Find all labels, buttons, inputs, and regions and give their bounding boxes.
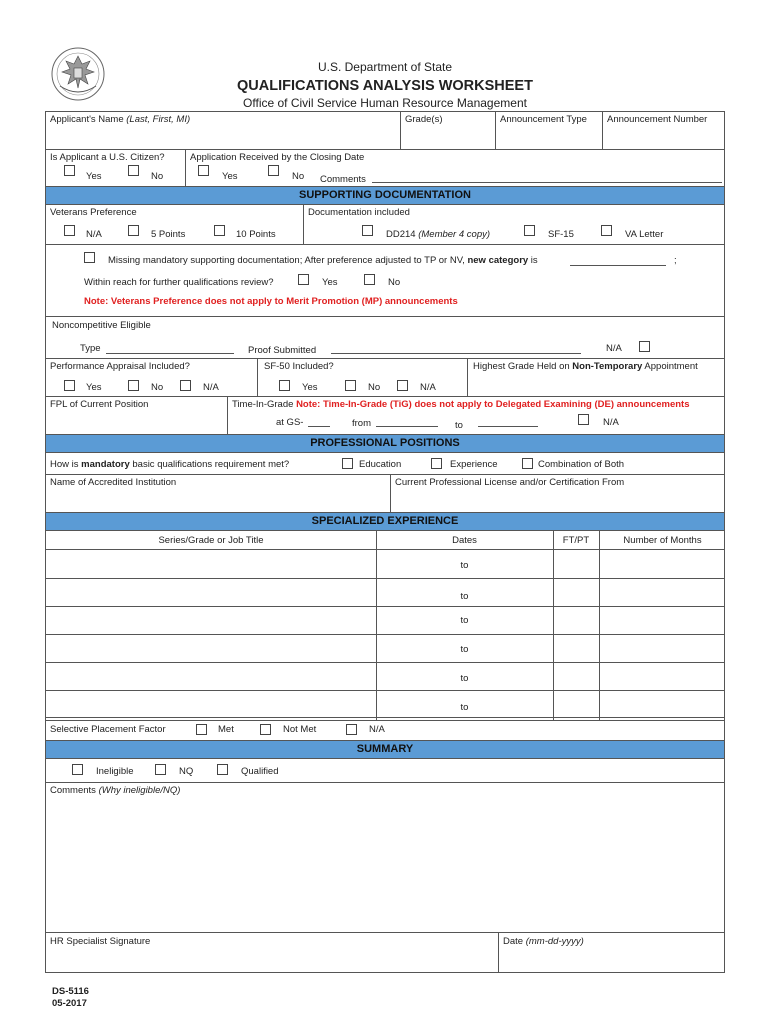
noncomp-na-checkbox[interactable] [639, 341, 650, 352]
tig-na-checkbox[interactable] [578, 414, 589, 425]
from-label: from [352, 418, 371, 429]
signature-label: HR Specialist Signature [50, 936, 151, 947]
veterans-row [45, 204, 725, 244]
sf50-yes-label: Yes [302, 382, 318, 393]
missing-doc-bold: new category [467, 255, 529, 266]
veterans-na-checkbox[interactable] [64, 225, 75, 236]
how-bold: mandatory [81, 459, 130, 470]
sf15-label: SF-15 [548, 229, 574, 240]
col-series-header: Series/Grade or Job Title [158, 535, 264, 546]
citizen-no-checkbox[interactable] [128, 165, 139, 176]
nq-checkbox[interactable] [155, 764, 166, 775]
license-field[interactable] [391, 475, 726, 512]
combination-checkbox[interactable] [522, 458, 533, 469]
va-letter-label: VA Letter [625, 229, 664, 240]
noncompetitive-row [45, 316, 725, 358]
nq-label: NQ [179, 766, 194, 777]
sf50-no-label: No [368, 382, 381, 393]
supporting-documentation-header: SUPPORTING DOCUMENTATION [45, 186, 725, 204]
announcement-type-field[interactable] [496, 112, 603, 149]
type-label: Type [80, 343, 101, 354]
institution-label: Name of Accredited Institution [50, 477, 177, 488]
ten-points-label: 10 Points [236, 229, 276, 240]
citizen-yes-label: Yes [86, 171, 102, 182]
experience-label: Experience [450, 459, 498, 470]
form-date: 05-2017 [52, 998, 87, 1009]
announcement-number-field[interactable] [603, 112, 726, 149]
summary-comments-hint: (Why ineligible/NQ) [98, 785, 181, 796]
applicant-name-hint: (Last, First, MI) [126, 114, 191, 125]
received-cell [186, 150, 726, 186]
qualified-checkbox[interactable] [217, 764, 228, 775]
highest-grade-text-b: Appointment [642, 361, 698, 372]
summary-header: SUMMARY [45, 740, 725, 758]
ten-points-checkbox[interactable] [214, 225, 225, 236]
ineligible-label: Ineligible [96, 766, 134, 777]
table-row-to: to [460, 644, 469, 655]
citizen-row [45, 149, 725, 186]
education-checkbox[interactable] [342, 458, 353, 469]
spf-na-label: N/A [369, 724, 385, 735]
perf-cell [46, 359, 258, 396]
form-title: QUALIFICATIONS ANALYSIS WORKSHEET [237, 78, 533, 94]
date-field[interactable] [499, 933, 726, 972]
col-dates-header: Dates [452, 535, 477, 546]
comments-line[interactable] [372, 182, 722, 183]
highest-grade-text-a: Highest Grade Held on [473, 361, 573, 372]
received-yes-label: Yes [222, 171, 238, 182]
veterans-cell [46, 205, 304, 244]
announcement-number-label: Announcement Number [607, 114, 708, 125]
documentation-label: Documentation included [308, 207, 410, 218]
tig-row [45, 396, 725, 434]
row-line-3 [46, 606, 724, 607]
proof-line[interactable] [331, 353, 581, 354]
col-ftpt-header: FT/PT [562, 535, 590, 546]
institution-field[interactable] [46, 475, 391, 512]
row-line-4 [46, 634, 724, 635]
perf-label: Performance Appraisal Included? [50, 361, 190, 372]
institution-row [45, 474, 725, 512]
announcement-type-label: Announcement Type [500, 114, 587, 125]
at-gs-line[interactable] [308, 426, 330, 427]
to-line[interactable] [478, 426, 538, 427]
comments-label: Comments [320, 174, 366, 185]
dd214-hint: (Member 4 copy) [418, 229, 491, 240]
education-label: Education [359, 459, 402, 470]
spf-row [45, 720, 725, 740]
how-text-a: How is [50, 459, 82, 470]
spf-label: Selective Placement Factor [50, 724, 166, 735]
va-letter-checkbox[interactable] [601, 225, 612, 236]
sf50-yes-checkbox[interactable] [279, 380, 290, 391]
new-category-line[interactable] [570, 265, 666, 266]
table-row-to: to [460, 591, 469, 602]
reach-no-checkbox[interactable] [364, 274, 375, 285]
specialized-experience-header: SPECIALIZED EXPERIENCE [45, 512, 725, 530]
signature-field[interactable] [46, 933, 499, 972]
grades-label: Grade(s) [405, 114, 443, 125]
form-number: DS-5116 [52, 986, 89, 997]
tig-note: Note: Time-In-Grade (TiG) does not apply to Delegated Examining (DE) announcements [296, 399, 690, 410]
tig-cell [228, 397, 726, 434]
col-months-header: Number of Months [623, 535, 702, 546]
sf50-na-label: N/A [420, 382, 436, 393]
reach-no-label: No [388, 277, 401, 288]
dd214-checkbox[interactable] [362, 225, 373, 236]
grades-field[interactable] [401, 112, 496, 149]
veterans-na-label: N/A [86, 229, 102, 240]
row-line-1 [46, 549, 724, 550]
perf-no-checkbox[interactable] [128, 380, 139, 391]
col-divider-ftpt [553, 531, 554, 720]
signature-row [45, 932, 725, 973]
veterans-label: Veterans Preference [50, 207, 137, 218]
appraisal-row [45, 358, 725, 396]
ineligible-checkbox[interactable] [72, 764, 83, 775]
received-yes-checkbox[interactable] [198, 165, 209, 176]
sf15-checkbox[interactable] [524, 225, 535, 236]
five-points-label: 5 Points [151, 229, 186, 240]
sf50-no-checkbox[interactable] [345, 380, 356, 391]
spf-na-checkbox[interactable] [346, 724, 357, 735]
date-hint: (mm-dd-yyyy) [525, 936, 584, 947]
missing-doc-end: ; [674, 255, 677, 266]
citizen-yes-checkbox[interactable] [64, 165, 75, 176]
experience-checkbox[interactable] [431, 458, 442, 469]
documentation-cell [304, 205, 726, 244]
row-line-7 [46, 717, 724, 718]
office-name: Office of Civil Service Human Resource Management [243, 96, 527, 110]
missing-doc-row [45, 244, 725, 316]
fpl-label: FPL of Current Position [50, 399, 149, 410]
received-label: Application Received by the Closing Date [190, 152, 365, 163]
proof-label: Proof Submitted [248, 345, 317, 356]
sf50-cell [258, 359, 468, 396]
department-seal-emblem [50, 44, 106, 104]
from-line[interactable] [376, 426, 438, 427]
missing-doc-checkbox[interactable] [84, 252, 95, 263]
comments-field[interactable] [45, 782, 725, 932]
row-line-6 [46, 690, 724, 691]
met-label: Met [218, 724, 234, 735]
five-points-checkbox[interactable] [128, 225, 139, 236]
citizen-question: Is Applicant a U.S. Citizen? [50, 152, 165, 163]
fpl-field[interactable] [46, 397, 228, 434]
summary-row [45, 758, 725, 782]
citizen-no-label: No [151, 171, 164, 182]
received-no-label: No [292, 171, 305, 182]
row-line-2 [46, 578, 724, 579]
mandatory-row [45, 452, 725, 474]
reach-yes-label: Yes [322, 277, 338, 288]
at-gs-label: at GS- [276, 417, 304, 428]
not-met-checkbox[interactable] [260, 724, 271, 735]
summary-comments-label: Comments [50, 785, 99, 796]
table-row-to: to [460, 615, 469, 626]
sf50-na-checkbox[interactable] [397, 380, 408, 391]
highest-grade-bold: Non-Temporary [572, 361, 643, 372]
perf-yes-checkbox[interactable] [64, 380, 75, 391]
citizen-cell [46, 150, 186, 186]
table-row-to: to [460, 673, 469, 684]
combination-label: Combination of Both [538, 459, 625, 470]
dd214-label: DD214 [386, 229, 419, 240]
applicant-name-label: Applicant's Name [50, 114, 127, 125]
perf-yes-label: Yes [86, 382, 102, 393]
reach-text: Within reach for further qualifications review? [84, 277, 274, 288]
applicant-row [45, 111, 725, 149]
tig-label: Time-In-Grade [232, 399, 297, 410]
type-line[interactable] [106, 353, 234, 354]
professional-positions-header: PROFESSIONAL POSITIONS [45, 434, 725, 452]
noncomp-na-label: N/A [606, 343, 622, 354]
tig-na-label: N/A [603, 417, 619, 428]
missing-doc-text-a: Missing mandatory supporting documentation; After preference adjusted to TP or NV, [108, 255, 468, 266]
perf-na-label: N/A [203, 382, 219, 393]
table-row-to: to [460, 560, 469, 571]
to-label: to [455, 420, 463, 431]
highest-grade-field[interactable] [468, 359, 726, 396]
missing-doc-text [108, 255, 538, 266]
experience-table [45, 530, 725, 720]
perf-no-label: No [151, 382, 164, 393]
table-row-to: to [460, 702, 469, 713]
veterans-note: Note: Veterans Preference does not apply to Merit Promotion (MP) announcements [84, 296, 458, 307]
not-met-label: Not Met [283, 724, 317, 735]
missing-doc-text-b: is [528, 255, 538, 266]
perf-na-checkbox[interactable] [180, 380, 191, 391]
met-checkbox[interactable] [196, 724, 207, 735]
noncomp-label: Noncompetitive Eligible [52, 320, 151, 331]
col-divider-months [599, 531, 600, 720]
applicant-name-field[interactable] [46, 112, 401, 149]
qualified-label: Qualified [241, 766, 279, 777]
license-label: Current Professional License and/or Certification From [395, 477, 625, 488]
date-label: Date [503, 936, 526, 947]
row-line-5 [46, 662, 724, 663]
sf50-label: SF-50 Included? [264, 361, 334, 372]
reach-yes-checkbox[interactable] [298, 274, 309, 285]
department-name: U.S. Department of State [317, 60, 453, 74]
how-text-b: basic qualifications requirement met? [129, 459, 290, 470]
received-no-checkbox[interactable] [268, 165, 279, 176]
